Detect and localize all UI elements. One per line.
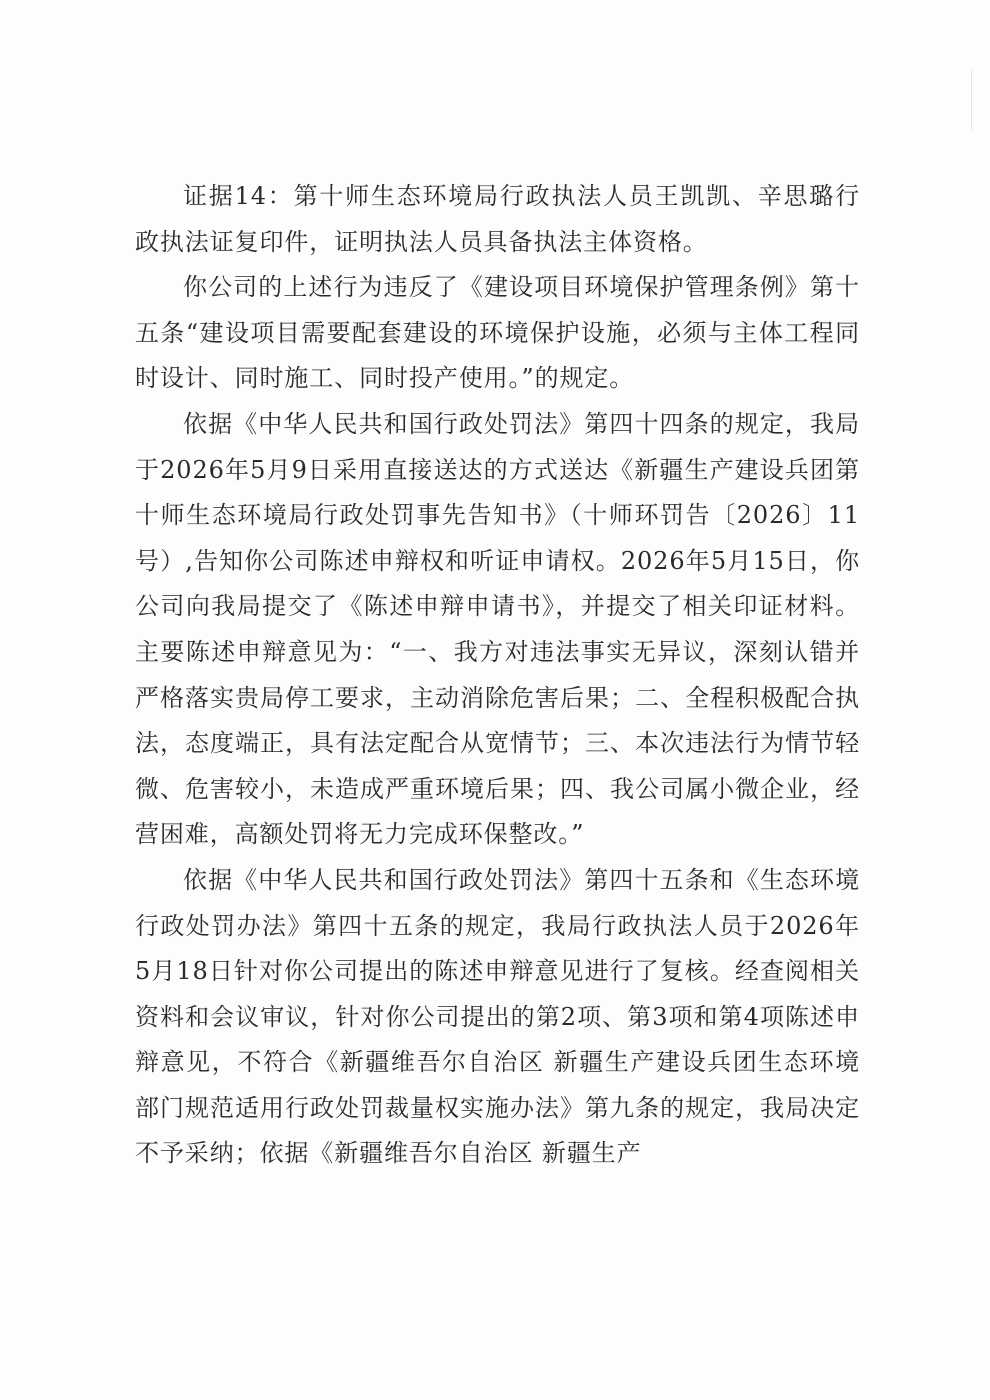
paragraph-evidence-14: 证据14：第十师生态环境局行政执法人员王凯凯、辛思璐行政执法证复印件，证明执法人员具备执法主体资格。 [135,182,860,256]
scan-edge-mark [971,70,972,130]
paragraph-violation: 你公司的上述行为违反了《建设项目环境保护管理条例》第十五条“建设项目需要配套建设的环境保护设施，必须与主体工程同时设计、同时施工、同时投产使用。”的规定。 [135,273,860,393]
paragraph-notification: 依据《中华人民共和国行政处罚法》第四十四条的规定，我局于2026年5月9日采用直接送达的方式送达《新疆生产建设兵团第十师生态环境局行政处罚事先告知书》（十师环罚告〔2026〕11号）,告知你公司陈述申辩权和听证申请权。2026年5月15日，你公司向我局提交了《陈述申辩申请书》，并提交了相关印证材料。主要陈述申辩意见为：“一、我方对违法事实无异议，深刻认错并严格落实贵局停工要求，主动消除危害后果；二、全程积极配合执法，态度端正，具有法定配合从宽情节；三、本次违法行为情节轻微、危害较小，未造成严重环境后果；四、我公司属小微企业，经营困难，高额处罚将无力完成环保整改。” [135,409,860,849]
paragraph-review: 依据《中华人民共和国行政处罚法》第四十五条和《生态环境行政处罚办法》第四十五条的规定，我局行政执法人员于2026年5月18日针对你公司提出的陈述申辩意见进行了复核。经查阅相关资料和会议审议，针对你公司提出的第2项、第3项和第4项陈述申辩意见，不符合《新疆维吾尔自治区 新疆生产建设兵团生态环境部门规范适用行政处罚裁量权实施办法》第九条的规定，我局决定不予采纳；依据《新疆维吾尔自治区 新疆生产 [135,865,860,1168]
document-body [135,174,860,1177]
